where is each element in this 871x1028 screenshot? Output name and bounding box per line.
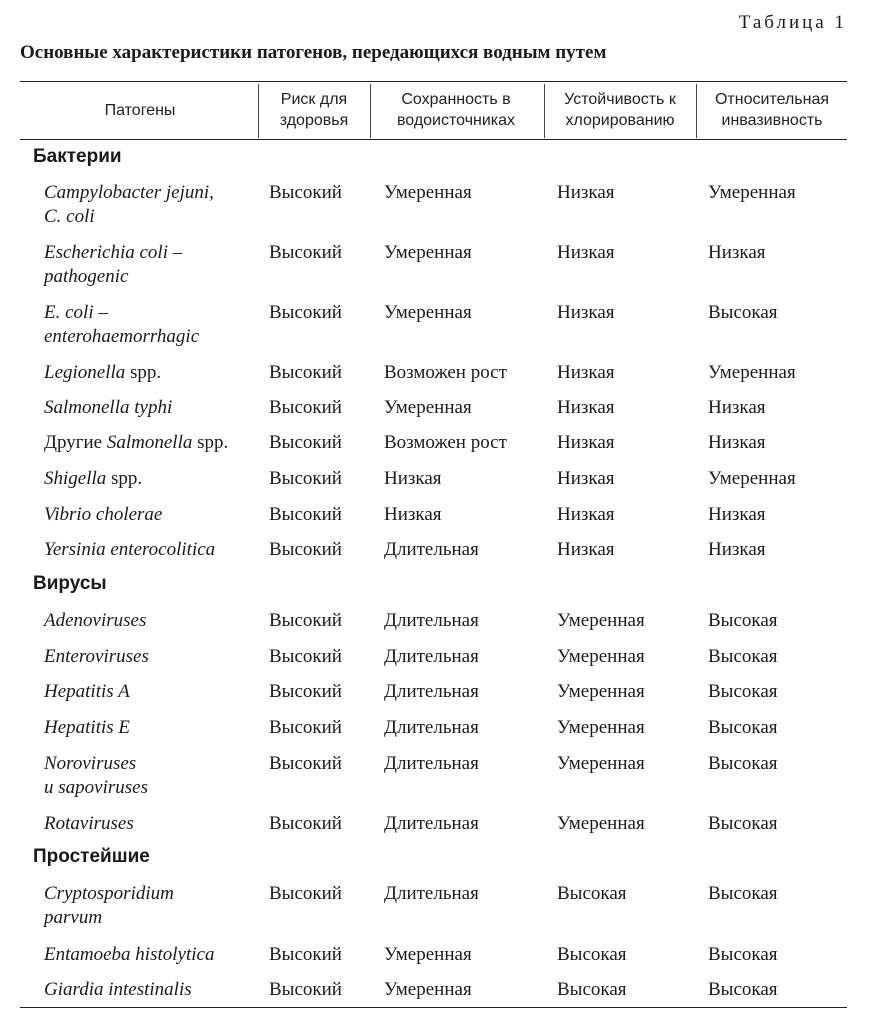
chlorine-resistance-cell: Умеренная — [557, 681, 645, 702]
chlorine-resistance-cell: Низкая — [557, 432, 615, 453]
pathogen-genus: Shigella — [44, 468, 107, 489]
header-pathogens-label: Патогены — [104, 101, 176, 119]
header-divider — [696, 84, 697, 138]
pathogen-species-abbrev: spp. — [106, 468, 143, 489]
header-invasiveness-line1: Относительная — [714, 91, 830, 108]
pathogen-genus: Legionella — [44, 362, 126, 383]
invasiveness-cell: Умеренная — [708, 468, 796, 489]
pathogen-name — [44, 241, 266, 289]
persistence-cell: Длительная — [384, 610, 479, 631]
chlorine-resistance-cell: Низкая — [557, 302, 615, 323]
persistence-cell: Умеренная — [384, 242, 472, 263]
invasiveness-cell: Умеренная — [708, 182, 796, 203]
pathogen-name-line: Hepatitis A — [44, 681, 130, 702]
chlorine-resistance-cell: Низкая — [557, 397, 615, 418]
pathogen-name-line: Noroviruses — [44, 753, 137, 774]
invasiveness-cell: Высокая — [708, 979, 778, 1000]
persistence-cell: Низкая — [384, 504, 442, 525]
chlorine-resistance-cell: Высокая — [557, 979, 627, 1000]
pathogen-name-line: enterohaemorrhagic — [44, 326, 200, 347]
pathogen-name — [44, 301, 266, 349]
pathogen-name-line: Giardia intestinalis — [44, 979, 192, 1000]
pathogen-name — [44, 752, 266, 800]
chlorine-resistance-cell: Умеренная — [557, 717, 645, 738]
health-risk-cell: Высокий — [269, 182, 342, 203]
pathogen-name — [44, 943, 266, 967]
health-risk-cell: Высокий — [269, 883, 342, 904]
invasiveness-cell: Высокая — [708, 813, 778, 834]
pathogen-species-abbrev: spp. — [125, 362, 162, 383]
health-risk-cell: Высокий — [269, 979, 342, 1000]
table-row — [0, 241, 871, 291]
invasiveness-cell: Высокая — [708, 646, 778, 667]
persistence-cell: Длительная — [384, 813, 479, 834]
invasiveness-cell: Высокая — [708, 944, 778, 965]
persistence-cell: Умеренная — [384, 944, 472, 965]
persistence-cell: Возможен рост — [384, 432, 507, 453]
chlorine-resistance-cell: Умеренная — [557, 646, 645, 667]
header-risk-line1: Риск для — [280, 91, 348, 108]
pathogen-name — [44, 716, 266, 740]
header-divider — [544, 84, 545, 138]
chlorine-resistance-cell: Низкая — [557, 504, 615, 525]
chlorine-resistance-cell: Низкая — [557, 242, 615, 263]
persistence-cell: Низкая — [384, 468, 442, 489]
invasiveness-cell: Низкая — [708, 242, 766, 263]
table-row — [0, 752, 871, 802]
header-chlorine — [545, 81, 695, 139]
invasiveness-cell: Умеренная — [708, 362, 796, 383]
header-invasiveness — [697, 81, 847, 139]
table-row — [0, 538, 871, 588]
invasiveness-cell: Высокая — [708, 753, 778, 774]
table-caption: Основные характеристики патогенов, передающихся водным путем — [20, 42, 607, 63]
pathogen-name-prefix: Другие — [44, 432, 107, 453]
section-heading: Простейшие — [33, 846, 150, 867]
persistence-cell: Умеренная — [384, 397, 472, 418]
pathogen-name-line: Adenoviruses — [44, 610, 147, 631]
invasiveness-cell: Низкая — [708, 504, 766, 525]
table-row — [0, 978, 871, 1028]
header-invasiveness-line2: инвазивность — [721, 112, 823, 129]
table-row — [0, 882, 871, 932]
header-persistence — [370, 81, 542, 139]
table-number: Таблица 1 — [738, 12, 847, 33]
pathogen-name-line: Hepatitis E — [44, 717, 131, 738]
health-risk-cell: Высокий — [269, 242, 342, 263]
header-risk-line2: здоровья — [279, 112, 349, 129]
chlorine-resistance-cell: Умеренная — [557, 753, 645, 774]
health-risk-cell: Высокий — [269, 753, 342, 774]
pathogen-name-line: Escherichia coli – — [44, 242, 183, 263]
pathogen-name — [44, 396, 266, 420]
invasiveness-cell: Высокая — [708, 610, 778, 631]
health-risk-cell: Высокий — [269, 717, 342, 738]
header-divider — [258, 84, 259, 138]
section-heading: Бактерии — [33, 146, 122, 167]
health-risk-cell: Высокий — [269, 302, 342, 323]
invasiveness-cell: Высокая — [708, 883, 778, 904]
invasiveness-cell: Низкая — [708, 432, 766, 453]
pathogen-name-line: E. coli – — [44, 302, 108, 323]
pathogen-name — [44, 538, 266, 562]
pathogen-name-line: Campylobacter jejuni, — [44, 182, 214, 203]
header-rule — [20, 139, 847, 140]
pathogen-name — [44, 467, 266, 491]
health-risk-cell: Высокий — [269, 432, 342, 453]
pathogen-name-line: Cryptosporidium — [44, 883, 174, 904]
health-risk-cell: Высокий — [269, 397, 342, 418]
persistence-cell: Длительная — [384, 646, 479, 667]
health-risk-cell: Высокий — [269, 681, 342, 702]
pathogen-name-line: и sapoviruses — [44, 777, 148, 798]
invasiveness-cell: Высокая — [708, 717, 778, 738]
pathogen-name-line: Entamoeba histolytica — [44, 944, 215, 965]
pathogen-name-line: Salmonella typhi — [44, 397, 173, 418]
pathogen-genus: Salmonella — [106, 432, 193, 453]
health-risk-cell: Высокий — [269, 944, 342, 965]
table-row — [0, 181, 871, 231]
pathogen-species-abbrev: spp. — [192, 432, 229, 453]
health-risk-cell: Высокий — [269, 504, 342, 525]
pathogen-name-line: Vibrio cholerae — [44, 504, 163, 525]
pathogen-name-line: Rotaviruses — [44, 813, 134, 834]
invasiveness-cell: Высокая — [708, 681, 778, 702]
health-risk-cell: Высокий — [269, 539, 342, 560]
pathogen-name — [44, 882, 266, 930]
chlorine-resistance-cell: Низкая — [557, 468, 615, 489]
pathogen-name — [44, 680, 266, 704]
pathogen-name-line: pathogenic — [44, 266, 129, 287]
pathogen-name — [44, 431, 266, 455]
pathogen-name-line: Yersinia enterocolitica — [44, 539, 216, 560]
chlorine-resistance-cell: Низкая — [557, 182, 615, 203]
pathogen-name-line: Enteroviruses — [44, 646, 149, 667]
invasiveness-cell: Низкая — [708, 397, 766, 418]
section-heading: Вирусы — [33, 573, 107, 594]
header-pathogens — [45, 81, 235, 139]
health-risk-cell: Высокий — [269, 610, 342, 631]
chlorine-resistance-cell: Низкая — [557, 362, 615, 383]
persistence-cell: Длительная — [384, 753, 479, 774]
header-persistence-line1: Сохранность в — [401, 91, 511, 108]
pathogen-name-line: parvum — [44, 907, 103, 928]
health-risk-cell: Высокий — [269, 813, 342, 834]
persistence-cell: Длительная — [384, 717, 479, 738]
pathogen-name — [44, 181, 266, 229]
health-risk-cell: Высокий — [269, 362, 342, 383]
table-row — [0, 301, 871, 351]
pathogen-name — [44, 361, 266, 385]
pathogen-name — [44, 645, 266, 669]
health-risk-cell: Высокий — [269, 646, 342, 667]
persistence-cell: Длительная — [384, 681, 479, 702]
header-divider — [370, 84, 371, 138]
header-chlorine-line2: хлорированию — [565, 112, 675, 129]
persistence-cell: Умеренная — [384, 182, 472, 203]
chlorine-resistance-cell: Умеренная — [557, 813, 645, 834]
chlorine-resistance-cell: Умеренная — [557, 610, 645, 631]
pathogen-name-line: C. coli — [44, 206, 95, 227]
header-persistence-line2: водоисточниках — [396, 112, 516, 129]
persistence-cell: Длительная — [384, 539, 479, 560]
pathogen-name — [44, 812, 266, 836]
invasiveness-cell: Низкая — [708, 539, 766, 560]
invasiveness-cell: Высокая — [708, 302, 778, 323]
chlorine-resistance-cell: Высокая — [557, 883, 627, 904]
persistence-cell: Возможен рост — [384, 362, 507, 383]
persistence-cell: Умеренная — [384, 979, 472, 1000]
pathogen-name — [44, 609, 266, 633]
pathogen-name — [44, 503, 266, 527]
persistence-cell: Длительная — [384, 883, 479, 904]
chlorine-resistance-cell: Низкая — [557, 539, 615, 560]
persistence-cell: Умеренная — [384, 302, 472, 323]
pathogen-name — [44, 978, 266, 1002]
header-risk — [260, 81, 368, 139]
health-risk-cell: Высокий — [269, 468, 342, 489]
header-chlorine-line1: Устойчивость к — [564, 91, 676, 108]
chlorine-resistance-cell: Высокая — [557, 944, 627, 965]
bottom-rule — [20, 1007, 847, 1008]
